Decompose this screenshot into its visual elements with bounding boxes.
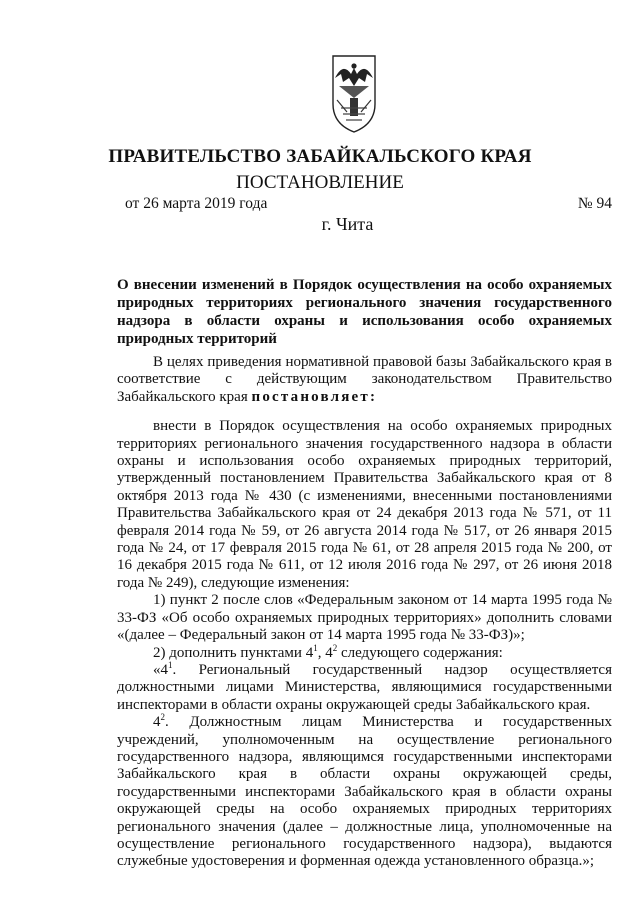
document-city: г. Чита [321,214,374,234]
document-date: от 26 марта 2019 года [125,195,268,212]
point-4-2-paragraph [117,714,612,871]
preamble-paragraph [117,354,612,406]
document-subject: О внесении изменений в Порядок осуществления на особо охраняемых природных территориях регионального значения государственного надзора в области охраны и использования особо охраняемых природных территорий [117,277,612,347]
point-4-2-prefix: 4 [153,714,161,731]
item-2-mid: , 4 [317,644,333,661]
preamble-text: В целях приведения нормативной правовой базы Забайкальского края в соответствие с действующим законодательством Правительство Забайкальского края [117,354,612,405]
item-2-sup-2: 2 [332,642,338,653]
item-2-prefix: 2) дополнить пунктами 4 [153,644,314,661]
item-1-paragraph: 1) пункт 2 после слов «Федеральным законом от 14 марта 1995 года № 33-ФЗ «Об особо охраняемых природных территориях» дополнить словами «(далее – Федеральный закон от 14 марта 1995 года № 33-ФЗ)»; [117,592,612,644]
point-4-1-sup: 1 [168,659,173,670]
point-4-1-paragraph [117,659,612,714]
decree-word: постановляет: [251,388,378,405]
point-4-2-sup: 2 [160,712,165,723]
item-2-paragraph [117,642,612,662]
government-title: ПРАВИТЕЛЬСТВО ЗАБАЙКАЛЬСКОГО КРАЯ [108,146,532,167]
item-2-sup-1: 1 [313,642,318,653]
intro-paragraph: внести в Порядок осуществления на особо охраняемых природных территориях регионального значения государственного надзора в области охраны и использования особо охраняемых природных территорий, утвержденный постановлением Правительства Забайкальского края от 8 октября 2013 года № 430 (с изменениями, внесенными постановлениями Правительства Забайкальского края от 24 декабря 2013 года № 571, от 11 февраля 2014 года № 59, от 26 августа 2014 года № 517, от 26 января 2015 года № 24, от 17 февраля 2015 года № 61, от 28 апреля 2015 года № 200, от 16 декабря 2015 года № 611, от 12 июля 2016 года № 297, от 26 июня 2018 года № 249), следующие изменения: [117,418,612,591]
item-2-suffix: следующего содержания: [337,644,503,661]
zabaikalsky-coat-of-arms-icon [329,52,379,134]
document-body [117,354,612,871]
document-type: ПОСТАНОВЛЕНИЕ [236,172,404,193]
point-4-1-prefix: «4 [153,661,168,678]
document-number: № 94 [577,195,612,212]
point-4-2-text: . Должностным лицам Министерства и государственных учреждений, уполномоченным на осуществление регионального государственного надзора, являющимся государственными инспекторами Забайкальского края в области охраны окружающей среды, государственными инспекторами Забайкальского края в области охраны окружающей среды на особо охраняемых природных территориях регионального значения (далее – должностные лица, уполномоченные на осуществление регионального государственного надзора), выдаются служебные удостоверения и форменная одежда установленного образца.»; [117,714,612,870]
point-4-1-text: . Региональный государственный надзор осуществляется должностными лицами Министерства, являющимися государственными инспекторами в области охраны окружающей среды Забайкальского края. [117,661,612,713]
